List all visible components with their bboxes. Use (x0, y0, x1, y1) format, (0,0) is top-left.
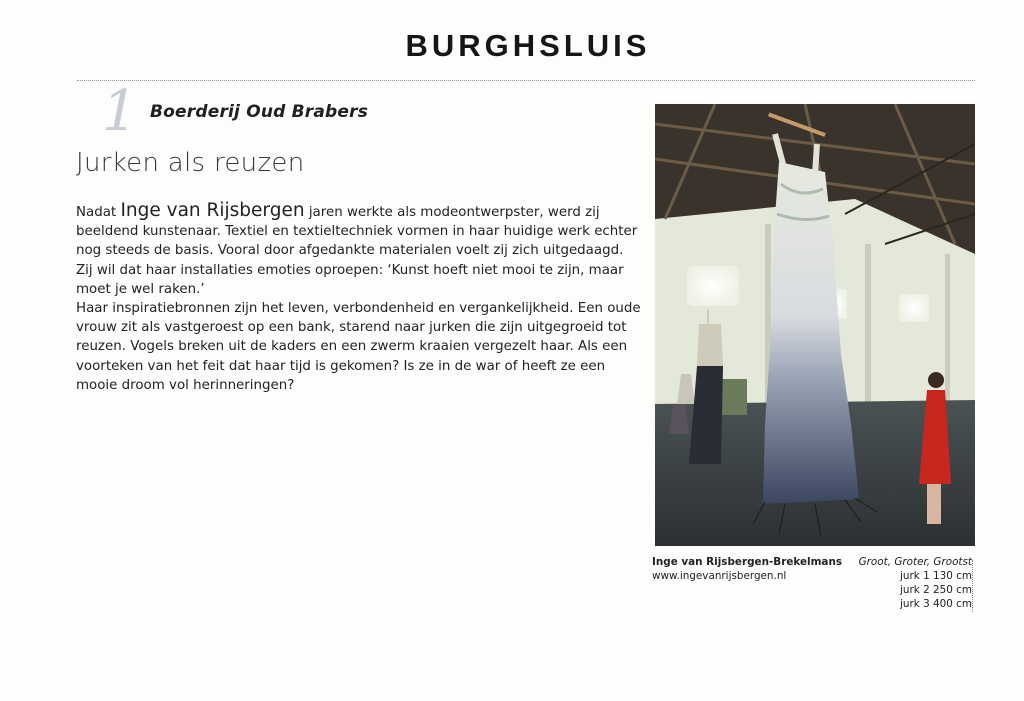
header-divider (77, 80, 975, 81)
hall-window (687, 266, 739, 306)
artwork-photo (655, 104, 975, 546)
wall-painting (719, 379, 747, 415)
paragraph-1 (76, 201, 644, 299)
paragraph-1-text: jaren werkte als modeontwerpster, werd zij beeldend kunstenaar. Textiel en textieltechniek vormen in haar huidige werk echter nog steeds de basis. Vooral door afgedankte materialen voelt zij zich uitgedaagd. Zij wil dat haar installaties emoties oproepen: ‘Kunst hoeft niet mooi te zijn, maar moet je wel raken.’ (76, 205, 638, 297)
article-headline: Jurken als reuzen (76, 148, 305, 178)
stop-number: 1 (102, 79, 138, 144)
visitor-head (928, 372, 944, 388)
intro-word: Nadat (76, 205, 117, 220)
work-dimension: jurk 2 250 cm (900, 584, 972, 596)
work-title: Groot, Groter, Grootst (858, 556, 972, 568)
caption-divider (972, 560, 973, 612)
page-title: BURGHSLUIS (405, 28, 651, 63)
dress-medium-top (697, 324, 723, 366)
artist-website-link[interactable]: www.ingevanrijsbergen.nl (652, 570, 787, 582)
photo-caption-credit (652, 555, 852, 583)
work-dimension: jurk 3 400 cm (900, 598, 972, 610)
visitor-legs (927, 484, 941, 524)
article-body (76, 201, 644, 395)
stop-name: Boerderij Oud Brabers (150, 102, 369, 122)
hall-window (899, 294, 929, 322)
work-dimension: jurk 1 130 cm (900, 570, 972, 582)
photo-caption-work (830, 555, 972, 611)
paragraph-2: Haar inspiratiebronnen zijn het leven, verbondenheid en vergankelijkheid. Een oude vrouw zit als vastgeroest op een bank, starend naar jurken die zijn uitgegroeid tot reuzen. Vogels breken uit de kaders en een zwerm kraaien vergezelt haar. Als een voorteken van het feit dat haar tijd is gekomen? Is ze in de war of heeft ze een mooie droom vol herinneringen? (76, 301, 641, 393)
artist-name-inline: Inge van Rijsbergen (120, 200, 305, 221)
caption-artist: Inge van Rijsbergen-Brekelmans (652, 556, 843, 568)
